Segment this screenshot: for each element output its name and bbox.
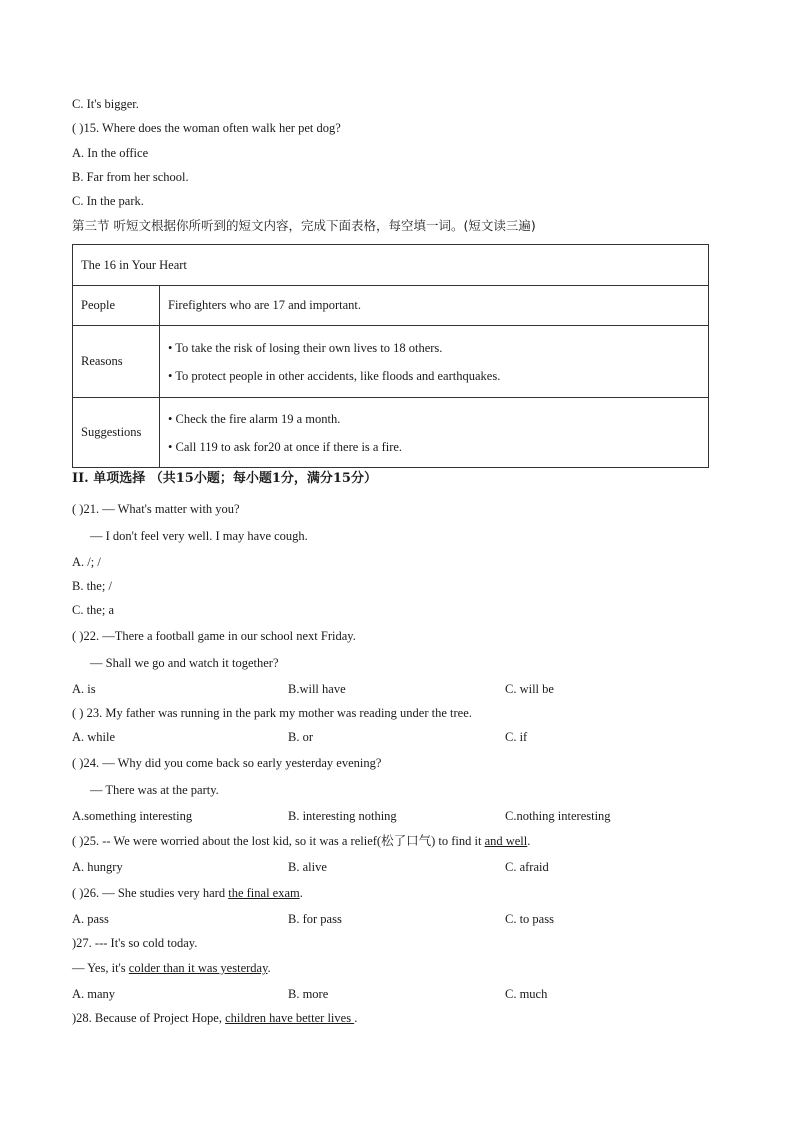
q24-option-b: B. interesting nothing xyxy=(288,809,397,823)
q25-underlined-text: and well xyxy=(484,834,528,848)
table-row-label: Reasons xyxy=(73,326,160,398)
q23-option-c: C. if xyxy=(505,730,528,744)
q27-option-c: C. much xyxy=(505,987,548,1001)
q25-stem-text: ( )25. -- We were worried about the lost kid, so it was a relief(松了口气) to find it xyxy=(72,834,485,848)
q27-stem: )27. --- It's so cold today. xyxy=(72,936,198,950)
q23-option-b: B. or xyxy=(288,730,313,744)
q22-option-c: C. will be xyxy=(505,682,554,696)
q28-underlined-text: children have better lives xyxy=(225,1011,355,1025)
q24-option-c: C.nothing interesting xyxy=(505,809,611,823)
q15-option-a: A. In the office xyxy=(72,146,149,160)
bullet-item: • Call 119 to ask for20 at once if there is a fire. xyxy=(168,439,403,454)
q26-stem-end: . xyxy=(299,886,303,900)
q28-stem-end: . xyxy=(354,1011,358,1025)
q26-stem-text: ( )26. — She studies very hard xyxy=(72,886,229,900)
q27-option-a: A. many xyxy=(72,987,116,1001)
q26-stem xyxy=(72,885,303,901)
table-title-row xyxy=(73,245,709,286)
q28-stem xyxy=(72,1010,357,1026)
q21-option-c: C. the; a xyxy=(72,603,115,617)
q26-option-c: C. to pass xyxy=(505,912,554,926)
section3-title: 第三节 听短文根据你所听到的短文内容，完成下面表格，每空填一词。(短文读三遍) xyxy=(72,218,536,233)
q27-underlined-text: colder than it was yesterday xyxy=(128,961,268,975)
q26-option-a: A. pass xyxy=(72,912,109,926)
q27-reply xyxy=(72,960,271,976)
q23-option-a: A. while xyxy=(72,730,116,744)
q21-stem: ( )21. — What's matter with you? xyxy=(72,502,240,516)
q26-option-b: B. for pass xyxy=(288,912,342,926)
table-row-content: Firefighters who are 17 and important. xyxy=(160,286,709,326)
table-row-content xyxy=(160,326,709,398)
q15-option-c: C. In the park. xyxy=(72,194,144,208)
q27-reply-end: . xyxy=(267,961,271,975)
table-row xyxy=(73,398,709,468)
q22-stem: ( )22. —There a football game in our school next Friday. xyxy=(72,629,356,643)
q25-stem xyxy=(72,833,530,849)
q21-reply: — I don't feel very well. I may have cough. xyxy=(90,529,308,543)
fill-in-table xyxy=(72,244,709,468)
q25-stem-end: . xyxy=(527,834,531,848)
q24-reply: — There was at the party. xyxy=(90,783,219,797)
q26-underlined-text: the final exam xyxy=(228,886,300,900)
q21-option-a: A. /; / xyxy=(72,555,101,569)
bullet-item: • Check the fire alarm 19 a month. xyxy=(168,411,341,426)
q24-stem: ( )24. — Why did you come back so early yesterday evening? xyxy=(72,756,382,770)
q22-option-b: B.will have xyxy=(288,682,346,696)
q22-option-a: A. is xyxy=(72,682,96,696)
q24-option-a: A.something interesting xyxy=(72,809,193,823)
q25-option-b: B. alive xyxy=(288,860,327,874)
bullet-item: • To protect people in other accidents, like floods and earthquakes. xyxy=(168,368,501,383)
part2-heading: II. 单项选择 （共15小题；每小题1分，满分15分） xyxy=(72,471,377,486)
q21-option-b: B. the; / xyxy=(72,579,112,593)
table-title: The 16 in Your Heart xyxy=(73,245,709,286)
table-row-label: People xyxy=(73,286,160,326)
q14-option-c: C. It's bigger. xyxy=(72,97,139,111)
q27-reply-text: — Yes, it's xyxy=(72,961,129,975)
q15-option-b: B. Far from her school. xyxy=(72,170,189,184)
q25-option-c: C. afraid xyxy=(505,860,549,874)
q23-stem: ( ) 23. My father was running in the park my mother was reading under the tree. xyxy=(72,706,472,720)
q27-option-b: B. more xyxy=(288,987,329,1001)
table-row xyxy=(73,286,709,326)
q22-reply: — Shall we go and watch it together? xyxy=(90,656,279,670)
q28-stem-text: )28. Because of Project Hope, xyxy=(72,1011,226,1025)
table-row-label: Suggestions xyxy=(73,398,160,468)
table-row xyxy=(73,326,709,398)
bullet-item: • To take the risk of losing their own lives to 18 others. xyxy=(168,340,443,355)
table-row-content xyxy=(160,398,709,468)
q25-option-a: A. hungry xyxy=(72,860,123,874)
q15-stem: ( )15. Where does the woman often walk her pet dog? xyxy=(72,121,341,135)
